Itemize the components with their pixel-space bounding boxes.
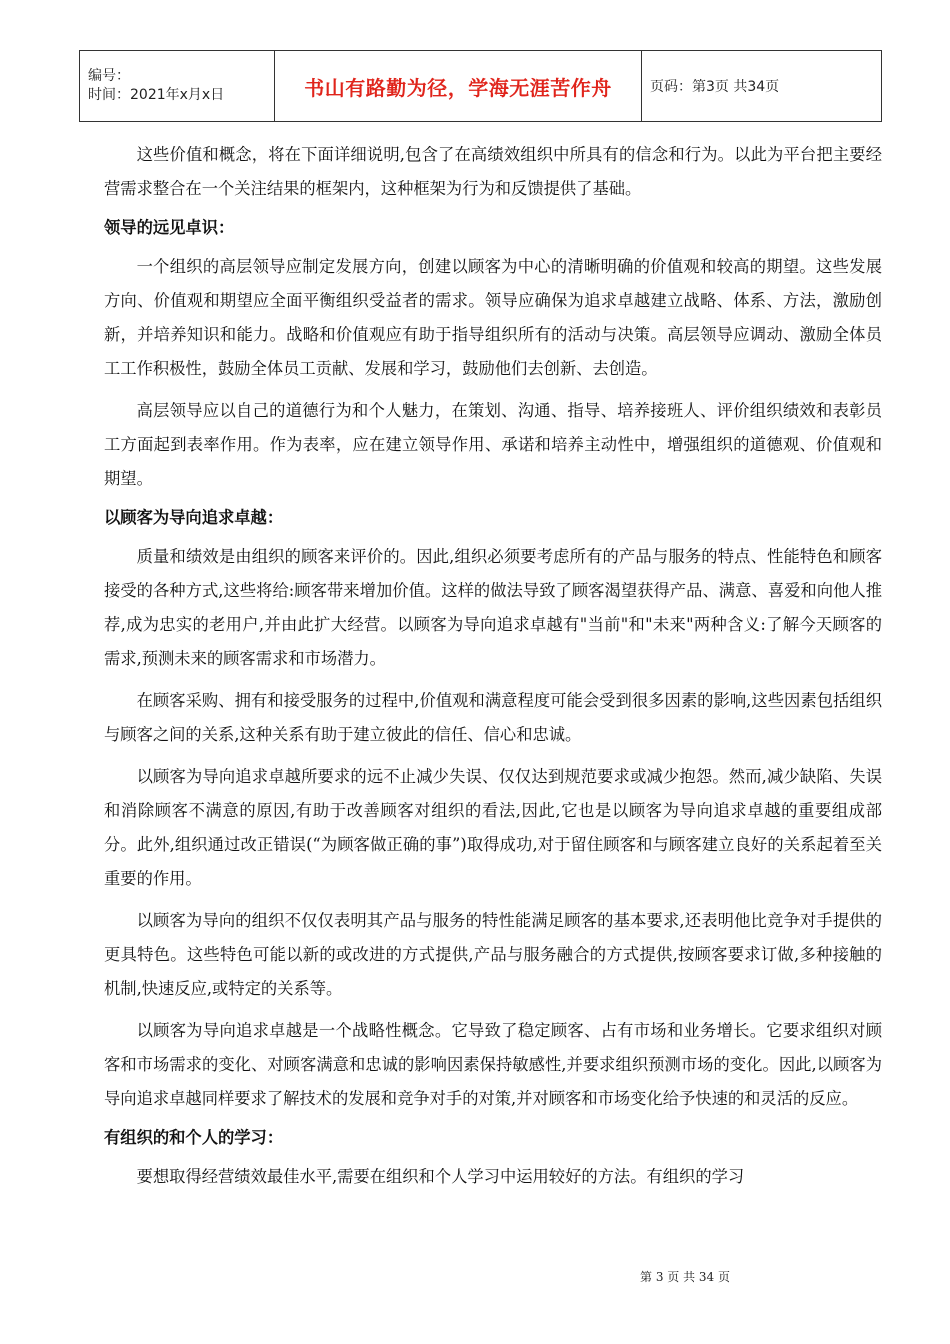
section-heading: 领导的远见卓识：: [104, 218, 235, 237]
page-footer: 第 3 页 共 34 页: [640, 1270, 730, 1284]
header-motto: 书山有路勤为径，学海无涯苦作舟: [275, 51, 642, 122]
section-heading: 以顾客为导向追求卓越：: [104, 508, 284, 527]
paragraph: 高层领导应以自己的道德行为和个人魅力，在策划、沟通、指导、培养接班人、评价组织绩效和表彰员工方面起到表率作用。作为表率，应在建立领导作用、承诺和培养主动性中，增强组织的道德观、价值观和期望。: [104, 401, 882, 488]
section-heading: 有组织的和个人的学习：: [104, 1128, 284, 1147]
header-meta-cell: [80, 51, 275, 122]
paragraph: 以顾客为导向追求卓越所要求的远不止减少失误、仅仅达到规范要求或减少抱怨。然而,减少缺陷、失误和消除顾客不满意的原因,有助于改善顾客对组织的看法,因此,它也是以顾客为导向追求卓越的重要组成部分。此外,组织通过改正错误(“为顾客做正确的事”)取得成功,对于留住顾客和与顾客建立良好的关系起着至关重要的作用。: [104, 767, 882, 888]
paragraph: 以顾客为导向的组织不仅仅表明其产品与服务的特性能满足顾客的基本要求,还表明他比竞争对手提供的更具特色。这些特色可能以新的或改进的方式提供,产品与服务融合的方式提供,按顾客要求订做,多种接触的机制,快速反应,或特定的关系等。: [104, 911, 882, 998]
document-number-label: 编号：: [88, 68, 130, 84]
header-page-label: 页码：第3页 共34页: [642, 51, 882, 122]
paragraph: 要想取得经营绩效最佳水平,需要在组织和个人学习中运用较好的方法。有组织的学习: [136, 1167, 745, 1186]
paragraph: 在顾客采购、拥有和接受服务的过程中,价值观和满意程度可能会受到很多因素的影响,这些因素包括组织与顾客之间的关系,这种关系有助于建立彼此的信任、信心和忠诚。: [104, 691, 882, 744]
paragraph: 一个组织的高层领导应制定发展方向，创建以顾客为中心的清晰明确的价值观和较高的期望。这些发展方向、价值观和期望应全面平衡组织受益者的需求。领导应确保为追求卓越建立战略、体系、方法，激励创新，并培养知识和能力。战略和价值观应有助于指导组织所有的活动与决策。高层领导应调动、激励全体员工工作积极性，鼓励全体员工贡献、发展和学习，鼓励他们去创新、去创造。: [104, 257, 882, 378]
paragraph: 这些价值和概念，将在下面详细说明,包含了在高绩效组织中所具有的信念和行为。以此为平台把主要经营需求整合在一个关注结果的框架内，这种框架为行为和反馈提供了基础。: [104, 145, 882, 198]
document-time-label: 时间：2021年x月x日: [88, 87, 225, 103]
paragraph: 质量和绩效是由组织的顾客来评价的。因此,组织必须要考虑所有的产品与服务的特点、性能特色和顾客接受的各种方式,这些将给:顾客带来增加价值。这样的做法导致了顾客渴望获得产品、满意、喜爱和向他人推荐,成为忠实的老用户,并由此扩大经营。以顾客为导向追求卓越有"当前"和"未来"两种含义:了解今天顾客的需求,预测未来的顾客需求和市场潜力。: [104, 547, 882, 668]
document-header: [79, 50, 882, 122]
document-body: [104, 138, 882, 1202]
paragraph: 以顾客为导向追求卓越是一个战略性概念。它导致了稳定顾客、占有市场和业务增长。它要求组织对顾客和市场需求的变化、对顾客满意和忠诚的影响因素保持敏感性,并要求组织预测市场的变化。因此,以顾客为导向追求卓越同样要求了解技术的发展和竞争对手的对策,并对顾客和市场变化给予快速的和灵活的反应。: [104, 1021, 882, 1108]
